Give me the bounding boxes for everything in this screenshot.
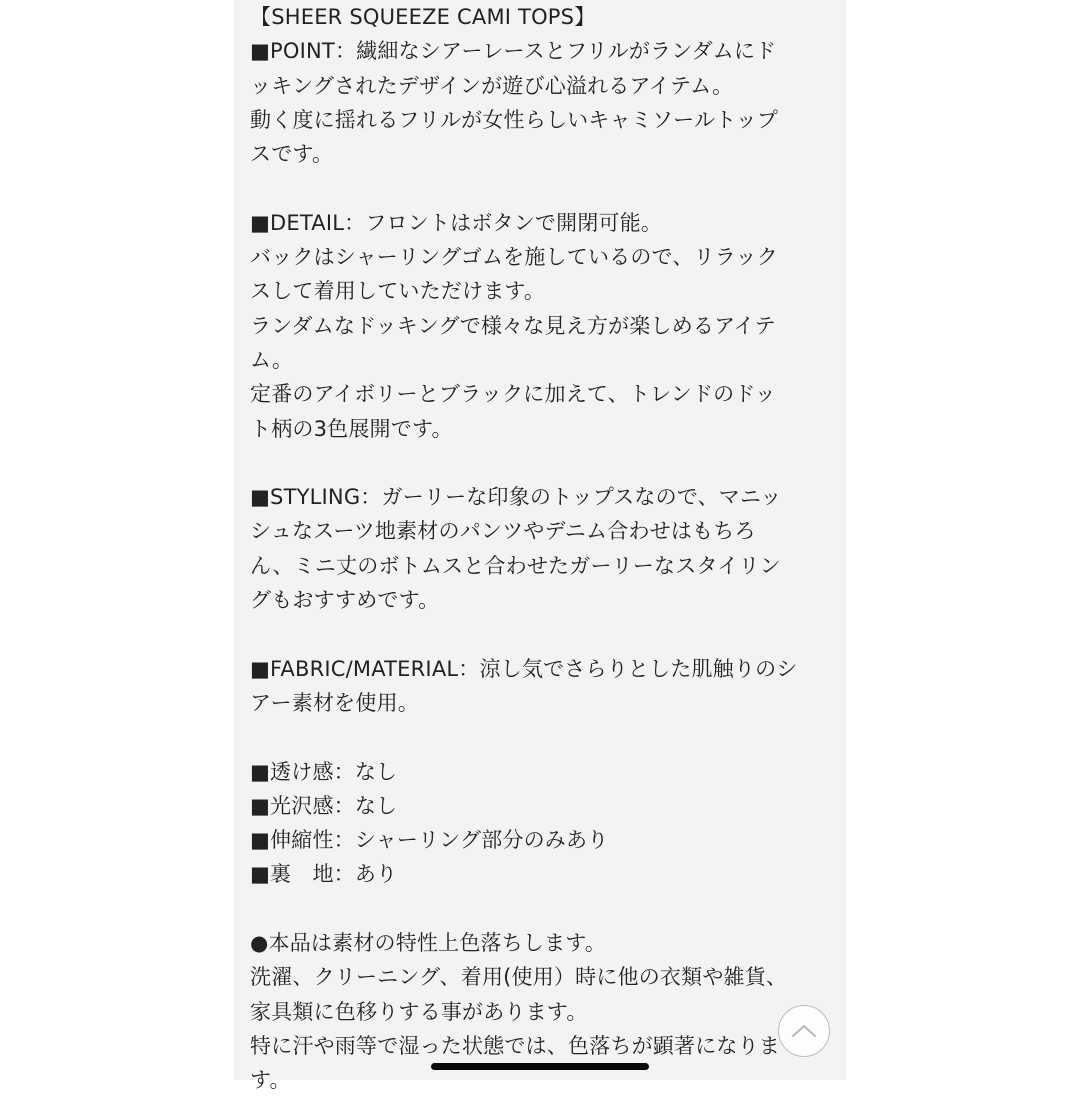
description-line: ム。: [250, 347, 294, 372]
care-warning-line: 家具類に色移りする事があります。: [250, 999, 588, 1024]
description-line: ■STYLING：ガーリーな印象のトップスなので、マニッ: [250, 485, 782, 510]
description-line: ッキングされたデザインが遊び心溢れるアイテム。: [250, 73, 734, 98]
description-line: スです。: [250, 142, 334, 167]
scroll-to-top-button[interactable]: [778, 1005, 830, 1057]
left-gutter: [0, 0, 234, 1080]
product-description-panel[interactable]: [234, 0, 846, 1093]
description-line: 【SHEER SQUEEZE CAMI TOPS】: [250, 5, 596, 29]
blank-line: [250, 171, 840, 205]
spec-lining: ■裏 地：あり: [250, 862, 398, 887]
description-line: シュなスーツ地素材のパンツやデニム合わせはもちろ: [250, 519, 756, 544]
description-line: スして着用していただけます。: [250, 279, 546, 304]
chevron-up-icon: [791, 1023, 817, 1039]
right-gutter: [846, 0, 1080, 1080]
description-line: ■FABRIC/MATERIAL：涼し気でさらりとした肌触りのシ: [250, 656, 798, 681]
spec-stretch: ■伸縮性：シャーリング部分のみあり: [250, 828, 609, 853]
blank-line: [250, 892, 840, 926]
spec-gloss: ■光沢感：なし: [250, 793, 398, 818]
care-warning-line: す。: [250, 1068, 291, 1093]
description-line: ん、ミニ丈のボトムスと合わせたガーリーなスタイリン: [250, 553, 781, 578]
description-line: ■DETAIL：フロントはボタンで開閉可能。: [250, 210, 663, 235]
care-warning-line: 特に汗や雨等で湿った状態では、色落ちが顕著になりま: [250, 1033, 780, 1058]
home-indicator[interactable]: [431, 1063, 649, 1070]
description-line: アー素材を使用。: [250, 690, 419, 715]
blank-line: [250, 720, 840, 754]
description-line: 動く度に揺れるフリルが女性らしいキャミソールトップ: [250, 107, 779, 132]
description-line: 定番のアイボリーとブラックに加えて、トレンドのドッ: [250, 382, 776, 407]
care-warning-line: 洗濯、クリーニング、着用(使用）時に他の衣類や雑貨、: [250, 965, 788, 990]
spec-transparency: ■透け感：なし: [250, 759, 398, 784]
blank-line: [250, 446, 840, 480]
description-line: バックはシャーリングゴムを施しているので、リラック: [250, 245, 778, 270]
product-description-text: [250, 0, 840, 1098]
description-line: ランダムなドッキングで様々な見え方が楽しめるアイテ: [250, 313, 776, 338]
blank-line: [250, 617, 840, 651]
description-line: ト柄の3色展開です。: [250, 416, 453, 441]
description-line: ■POINT：繊細なシアーレースとフリルがランダムにド: [250, 39, 777, 64]
description-line: グもおすすめです。: [250, 588, 440, 613]
care-warning-line: ●本品は素材の特性上色落ちします。: [250, 931, 607, 956]
